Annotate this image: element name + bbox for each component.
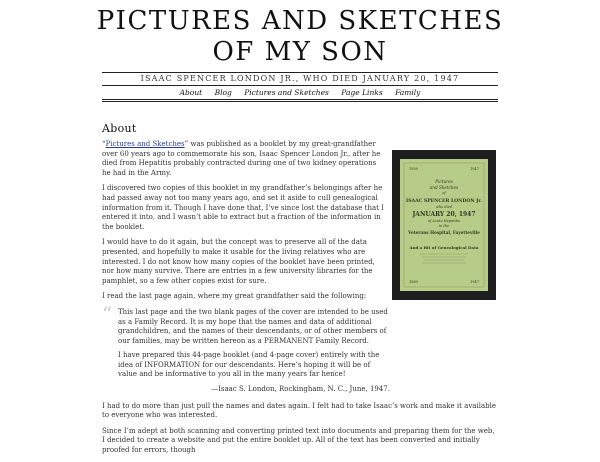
booklet-line10: And a Bit of Genealogical Data [409, 245, 479, 250]
quote-mark-icon: “ [102, 301, 113, 326]
nav-item-family[interactable]: Family [395, 88, 421, 97]
site-title-line1[interactable]: PICTURES AND SKETCHES [96, 6, 504, 36]
header-rule-bottom-double [102, 101, 498, 102]
booklet-line1: Pictures [435, 179, 453, 184]
paragraph-intro [102, 140, 387, 178]
pictures-and-sketches-link[interactable]: Pictures and Sketches [105, 140, 185, 148]
booklet-year-left: 1939 [409, 167, 418, 171]
booklet-line7: of Acute Hepatitis [427, 219, 461, 223]
close-quote: ” [184, 140, 189, 148]
nav-item-page-links[interactable]: Page Links [341, 88, 383, 97]
site-title-line2[interactable]: OF MY SON [212, 37, 388, 67]
paragraph-last-page: I read the last page again, where my great grandfather said the following: [102, 292, 367, 301]
booklet-cover-image[interactable] [392, 150, 496, 300]
main-nav [102, 87, 498, 98]
booklet-line6: JANUARY 20, 1947 [412, 211, 476, 218]
paragraph-concept: I would have to do it again, but the concept was to preserve all of the data presented, and hopefully to make it usable for the living relatives who are interested. I do not know how many copies of the booklet have been printed, nor how many survive. There are entries in a few university libraries for the pamphlet, so a few other copies exist for sure. [102, 238, 375, 285]
paragraph-website: Since I’m adept at both scanning and converting printed text into documents and preparing them for the web, I decided to create a website and put the entire booklet up. All of the text has been converted and initially proofed for errors, though [102, 426, 495, 455]
paragraph-intro-text: was published as a booklet by my great-grandfather over 60 years ago to commemorate his son, Isaac Spencer London Jr., after he died from Hepatitis probably contracted during one of two kidney operations he had in the Army. [102, 140, 381, 177]
booklet-year-right: 1947 [470, 167, 479, 171]
header-rule-bottom [102, 99, 498, 100]
blockquote [102, 301, 390, 395]
booklet-line5: who died [435, 205, 453, 209]
page-title: About [102, 122, 137, 135]
booklet-line3: of [442, 191, 446, 195]
nav-item-pictures-and-sketches[interactable]: Pictures and Sketches [244, 88, 329, 97]
paragraph-discovery: I discovered two copies of this booklet in my grandfather’s belongings after he had passed away not too many years ago, and set it aside to cull genealogical information from it. Though I have done that, I’ve since lost the database that I entered it into, and I wasn’t able to extract but a fraction of the information in the booklet. [102, 184, 384, 231]
booklet-foot-left: 1889 [409, 280, 418, 284]
site-tagline: ISAAC SPENCER LONDON JR., WHO DIED JANUARY 20, 1947 [140, 74, 460, 83]
booklet-foot-right: 1947 [470, 280, 479, 284]
booklet-line9: Veterans Hospital, Fayetteville [408, 230, 480, 235]
booklet-line8: in the [438, 224, 450, 228]
paragraph-more: I had to do more than just pull the names and dates again. I felt had to take Isaac’s work and make it available to everyone who was interested. [102, 401, 496, 420]
header-rule-middle [102, 85, 498, 86]
booklet-line2: and Sketches [429, 185, 459, 190]
open-quote: “ [102, 140, 106, 148]
nav-item-blog[interactable]: Blog [214, 88, 232, 97]
quote-citation: —Isaac S. London, Rockingham, N. C., June, 1947. [211, 385, 390, 394]
quote-paragraph-2: I have prepared this 44-page booklet (and 4-page cover) entirely with the idea of INFORMATION for our descendants. Here’s hoping it will be of value and be informative to you all in the many years far hence! [118, 351, 380, 379]
nav-item-about[interactable]: About [179, 88, 203, 97]
booklet-line4: ISAAC SPENCER LONDON Jr. [406, 199, 482, 204]
quote-paragraph-1: This last page and the two blank pages of the cover are intended to be used as a Family Record. It is my hope that the names and data of additional grandchildren, and the names of their descendants, or of other members of our families, may be written hereon as a PERMANENT Family Record. [118, 307, 388, 345]
header-rule-top [102, 72, 498, 73]
site-title[interactable] [0, 6, 600, 68]
